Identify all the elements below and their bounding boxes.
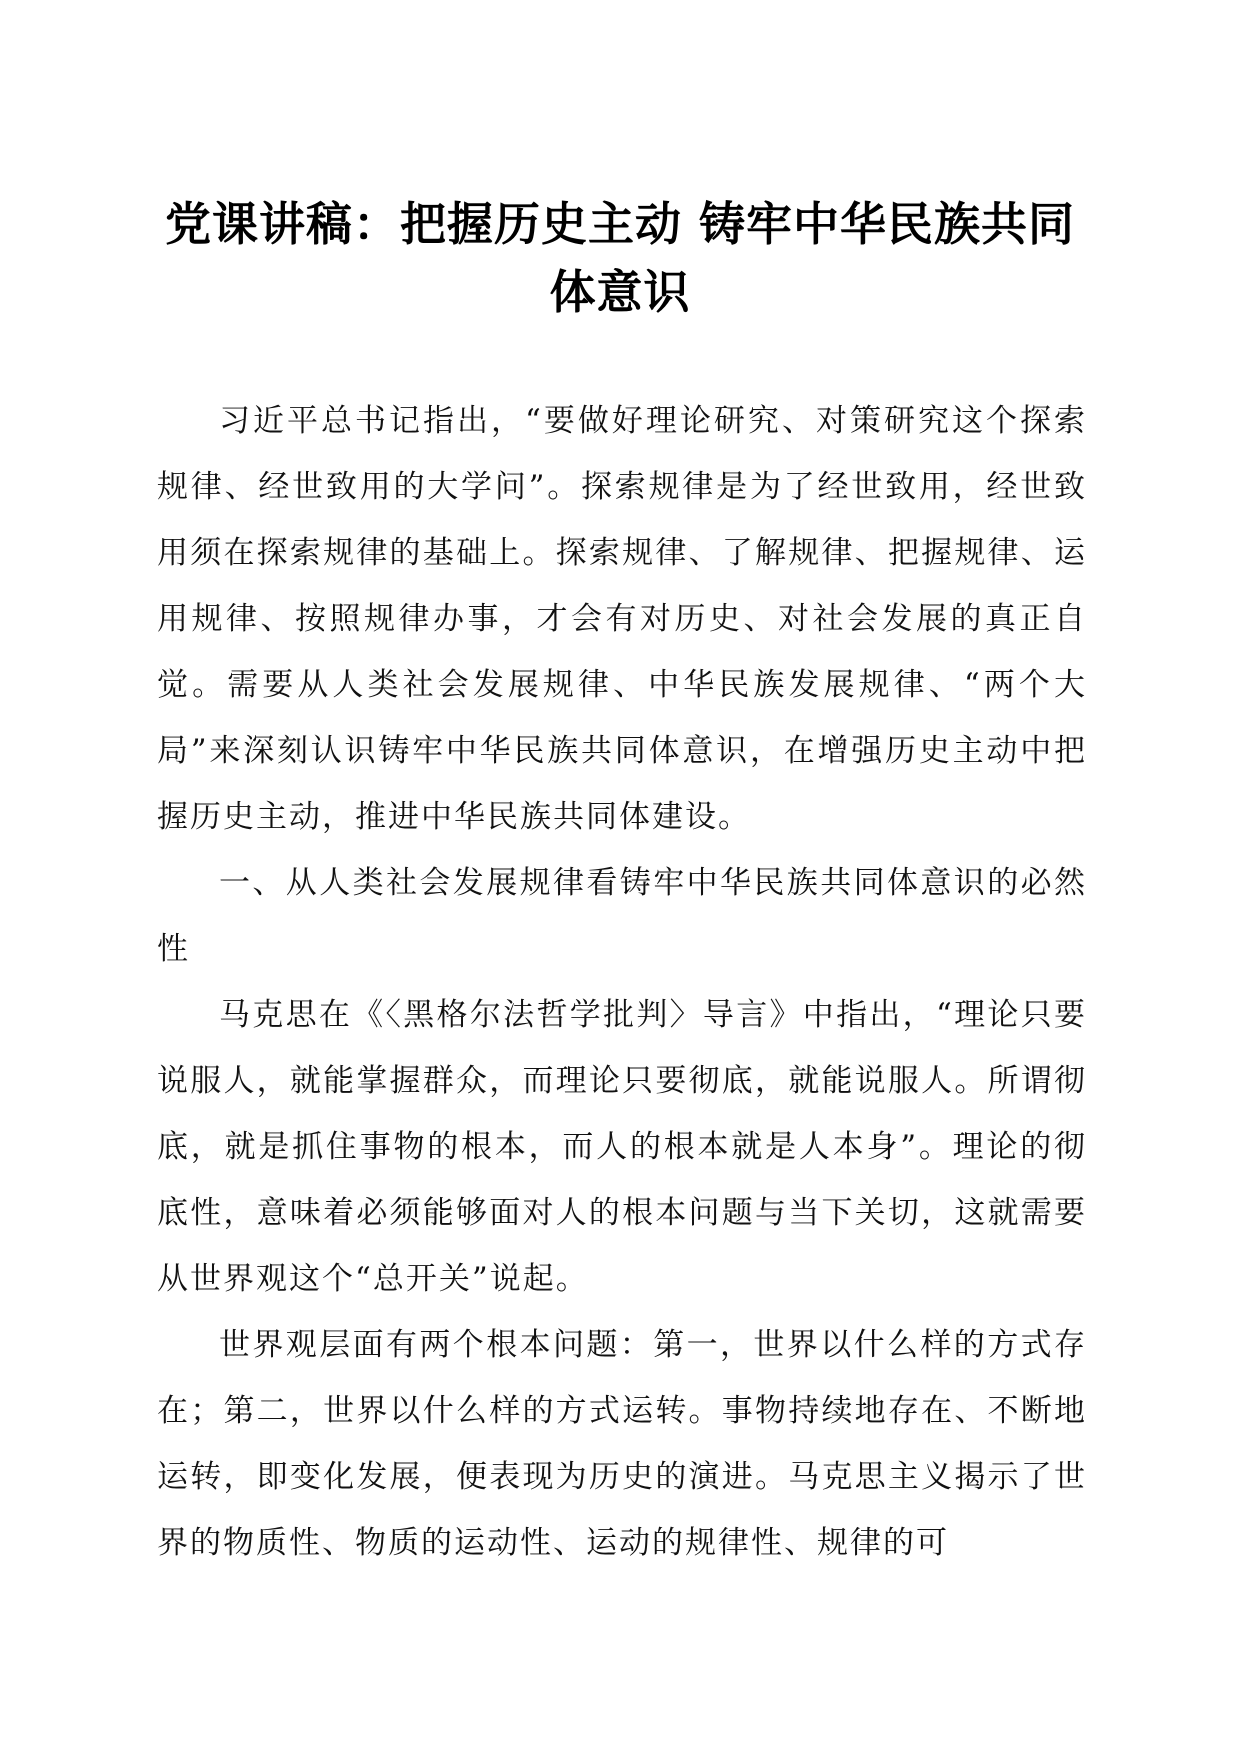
paragraph-worldview: 世界观层面有两个根本问题：第一，世界以什么样的方式存在；第二，世界以什么样的方式运转。事物持续地存在、不断地运转，即变化发展，便表现为历史的演进。马克思主义揭示了世界的物质性、物质的运动性、运动的规律性、规律的可 [157,1327,1087,1561]
document-title [150,190,1090,326]
title-line-2: 体意识 [549,265,691,319]
paragraph-intro: 习近平总书记指出，“要做好理论研究、对策研究这个探索规律、经世致用的大学问”。探索规律是为了经世致用，经世致用须在探索规律的基础上。探索规律、了解规律、把握规律、运用规律、按照规律办事，才会有对历史、对社会发展的真正自觉。需要从人类社会发展规律、中华民族发展规律、“两个大局”来深刻认识铸牢中华民族共同体意识，在增强历史主动中把握历史主动，推进中华民族共同体建设。 [157,403,1087,835]
section-heading-1: 一、从人类社会发展规律看铸牢中华民族共同体意识的必然性 [157,865,1087,967]
title-line-1: 党课讲稿：把握历史主动 铸牢中华民族共同 [164,197,1075,251]
paragraph-marx-quote: 马克思在《〈黑格尔法哲学批判〉导言》中指出，“理论只要说服人，就能掌握群众，而理论只要彻底，就能说服人。所谓彻底，就是抓住事物的根本，而人的根本就是人本身”。理论的彻底性，意味着必须能够面对人的根本问题与当下关切，这就需要从世界观这个“总开关”说起。 [157,997,1087,1297]
document-body [157,388,1087,1576]
